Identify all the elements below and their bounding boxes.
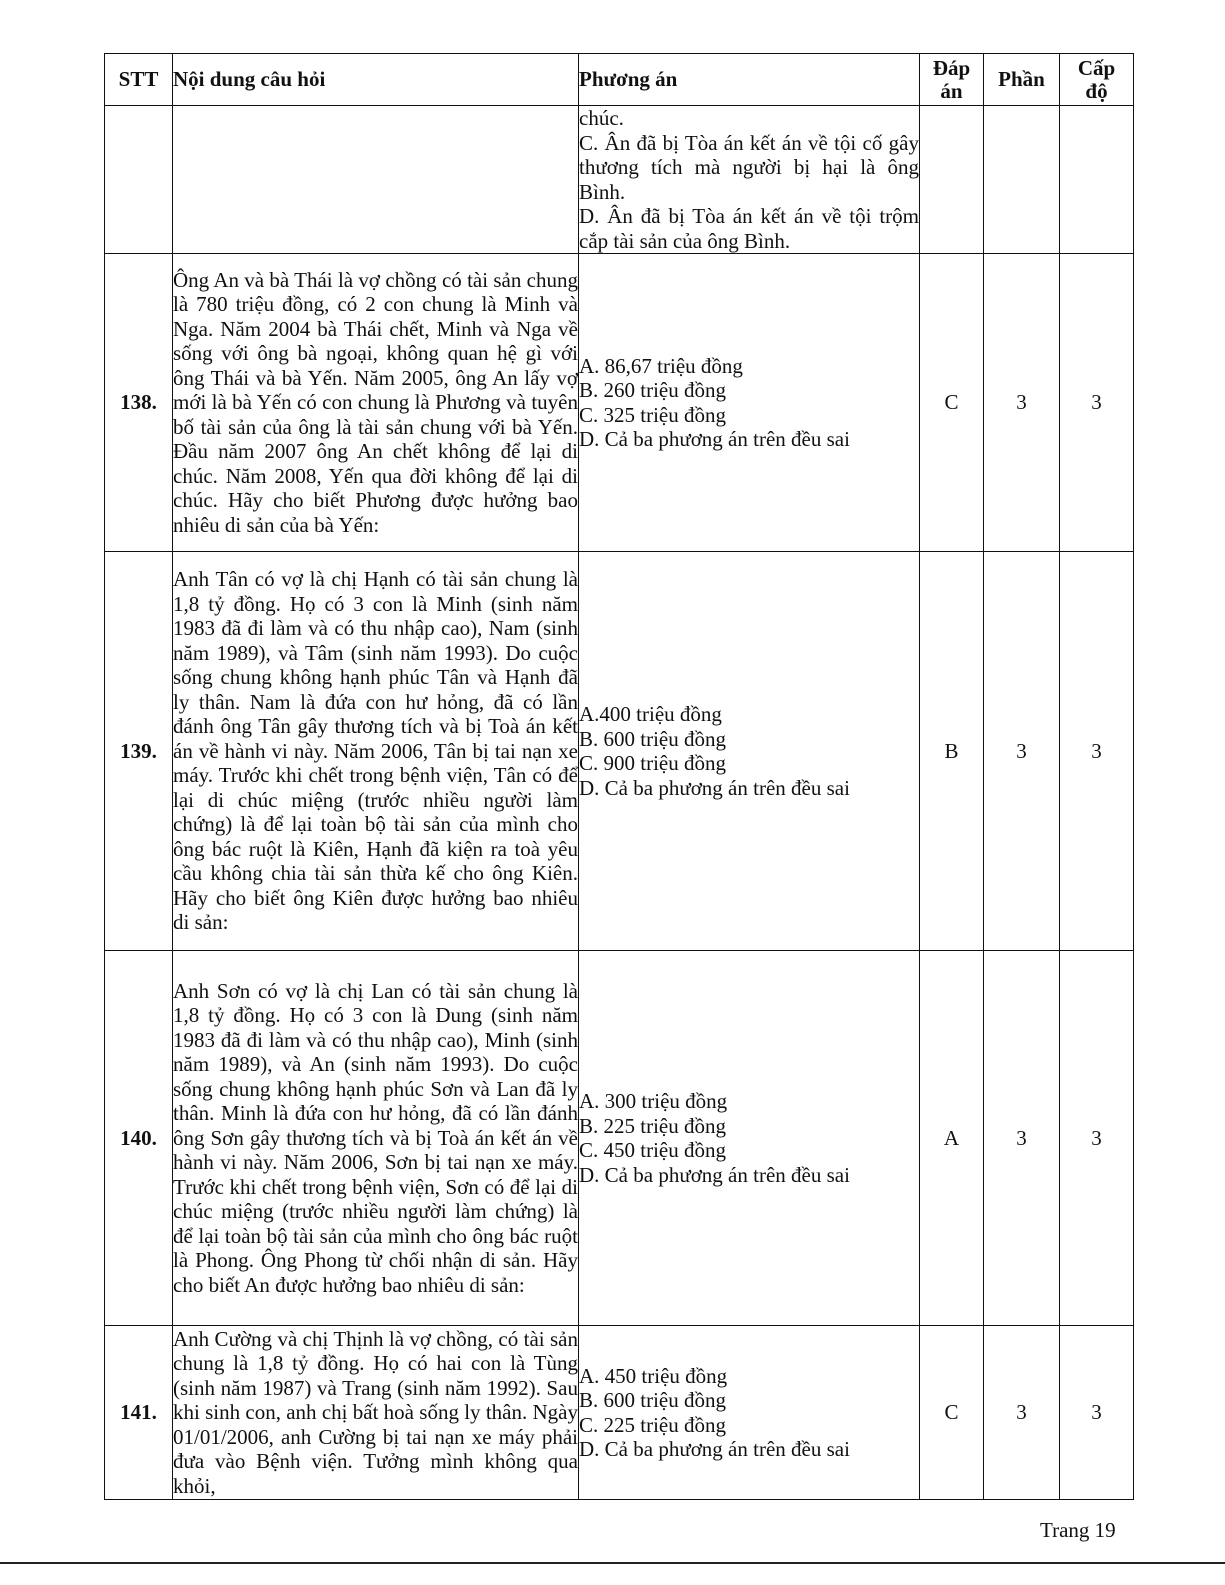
option-d: D. Cả ba phương án trên đều sai (579, 1162, 850, 1187)
level-cell-empty (1060, 106, 1134, 254)
header-stt: STT (105, 54, 173, 106)
options-cell (579, 106, 920, 254)
part-cell-empty (984, 106, 1060, 254)
header-level-line1: Cấp (1077, 55, 1116, 80)
header-level-line2: độ (1085, 78, 1108, 103)
level-cell: 3 (1060, 254, 1134, 552)
option-c: C. 450 triệu đồng (579, 1138, 726, 1162)
stt-cell-empty (105, 106, 173, 254)
option-d: D. Cả ba phương án trên đều sai (579, 775, 850, 800)
option-continued-0: chúc. (579, 106, 624, 130)
page-bottom-divider (0, 1562, 1225, 1564)
stt-cell: 141. (105, 1326, 173, 1500)
option-d: D. Cả ba phương án trên đều sai (579, 427, 850, 451)
answer-cell: C (920, 254, 984, 552)
option-a: A. 300 triệu đồng (579, 1089, 728, 1113)
option-b: B. 600 triệu đồng (579, 1388, 726, 1412)
part-cell: 3 (984, 951, 1060, 1326)
answer-cell-empty (920, 106, 984, 254)
level-cell: 3 (1060, 1326, 1134, 1500)
table-row (105, 552, 1134, 951)
table-row (105, 951, 1134, 1326)
option-d: D. Cả ba phương án trên đều sai (579, 1437, 850, 1461)
question-cell: Anh Cường và chị Thịnh là vợ chồng, có tài sản chung là 1,8 tỷ đồng. Họ có hai con là Tùng (sinh năm 1987) và Trang (sinh năm 1992). Sau khi sinh con, anh chị bất hoà sống ly thân. Ngày 01/01/2006, anh Cường bị tai nạn xe máy phải đưa vào Bệnh viện. Tưởng mình không qua khỏi, (173, 1326, 578, 1498)
question-cell: Ông An và bà Thái là vợ chồng có tài sản chung là 780 triệu đồng, có 2 con chung là Minh và Nga. Năm 2004 bà Thái chết, Minh và Nga về sống với ông bà ngoại, không quan hệ gì với ông Thái và bà Yến. Năm 2005, ông An lấy vợ mới là bà Yến có con chung là Phương và tuyên bố tài sản của ông là tài sản chung với bà Yến. Đầu năm 2007 ông An chết không để lại di chúc. Năm 2008, Yến qua đời không để lại di chúc. Hãy cho biết Phương được hưởng bao nhiêu di sản của bà Yến: (173, 254, 579, 552)
header-answer (920, 54, 984, 106)
page-number: Trang 19 (1040, 1518, 1116, 1542)
answer-cell: B (920, 552, 984, 951)
table-row-continued (105, 106, 1134, 254)
option-continued-d: D. Ân đã bị Tòa án kết án về tội trộm cắp tài sản của ông Bình. (579, 204, 919, 253)
stt-cell: 139. (105, 552, 173, 951)
option-a: A. 86,67 triệu đồng (579, 353, 743, 378)
level-cell: 3 (1060, 951, 1134, 1326)
option-c: C. 225 triệu đồng (579, 1412, 726, 1437)
header-options: Phương án (579, 54, 920, 106)
option-a: A. 450 triệu đồng (579, 1363, 728, 1388)
question-cell-empty (173, 106, 579, 254)
question-table (104, 53, 1134, 1500)
header-part: Phần (984, 54, 1060, 106)
option-a: A.400 triệu đồng (579, 702, 722, 726)
answer-cell: C (920, 1326, 984, 1500)
table-header-row (105, 54, 1134, 106)
part-cell: 3 (984, 254, 1060, 552)
option-c: C. 325 triệu đồng (579, 402, 726, 427)
stt-cell: 138. (105, 254, 173, 552)
option-continued-c: C. Ân đã bị Tòa án kết án về tội cố gây thương tích mà người bị hại là ông Bình. (579, 130, 919, 204)
part-cell: 3 (984, 552, 1060, 951)
header-answer-line2: án (940, 78, 963, 103)
options-cell (579, 951, 920, 1326)
option-c: C. 900 triệu đồng (579, 751, 726, 775)
option-b: B. 225 triệu đồng (579, 1113, 726, 1138)
table-row (105, 1326, 1134, 1500)
question-cell: Anh Tân có vợ là chị Hạnh có tài sản chung là 1,8 tỷ đồng. Họ có 3 con là Minh (sinh năm 1983 đã đi làm và có thu nhập cao), Nam (sinh năm 1989), và Tâm (sinh năm 1993). Do cuộc sống chung không hạnh phúc Tân và Hạnh đã ly thân. Nam là đứa con hư hỏng, đã có lần đánh ông Tân gây thương tích và bị Toà án kết án về hành vi này. Năm 2006, Tân bị tai nạn xe máy. Trước khi chết trong bệnh viện, Tân có để lại di chúc miệng (trước nhiều người làm chứng) là để lại toàn bộ tài sản của mình cho ông bác ruột là Kiên, Hạnh đã kiện ra toà yêu cầu không chia tài sản thừa kế cho ông Kiên. Hãy cho biết ông Kiên được hưởng bao nhiêu di sản: (173, 552, 579, 951)
question-cell: Anh Sơn có vợ là chị Lan có tài sản chung là 1,8 tỷ đồng. Họ có 3 con là Dung (sinh năm 1983 đã đi làm và có thu nhập cao), Minh (sinh năm 1989), và An (sinh năm 1993). Do cuộc sống chung không hạnh phúc Sơn và Lan đã ly thân. Minh là đứa con hư hỏng, đã có lần đánh ông Sơn gây thương tích và bị Toà án kết án về hành vi này. Năm 2006, Sơn bị tai nạn xe máy. Trước khi chết trong bệnh viện, Sơn có để lại di chúc miệng (trước nhiều người làm chứng) là để lại toàn bộ tài sản của mình cho ông bác ruột là Phong. Ông Phong từ chối nhận di sản. Hãy cho biết An được hưởng bao nhiêu di sản: (173, 951, 579, 1326)
part-cell: 3 (984, 1326, 1060, 1500)
stt-cell: 140. (105, 951, 173, 1326)
header-level (1060, 54, 1134, 106)
options-cell (579, 552, 920, 951)
option-b: B. 600 triệu đồng (579, 726, 726, 751)
table-row (105, 254, 1134, 552)
header-question-content: Nội dung câu hỏi (173, 54, 579, 106)
header-answer-line1: Đáp (932, 55, 971, 80)
option-b: B. 260 triệu đồng (579, 378, 726, 402)
answer-cell: A (920, 951, 984, 1326)
level-cell: 3 (1060, 552, 1134, 951)
options-cell (579, 1326, 920, 1500)
options-cell (579, 254, 920, 552)
